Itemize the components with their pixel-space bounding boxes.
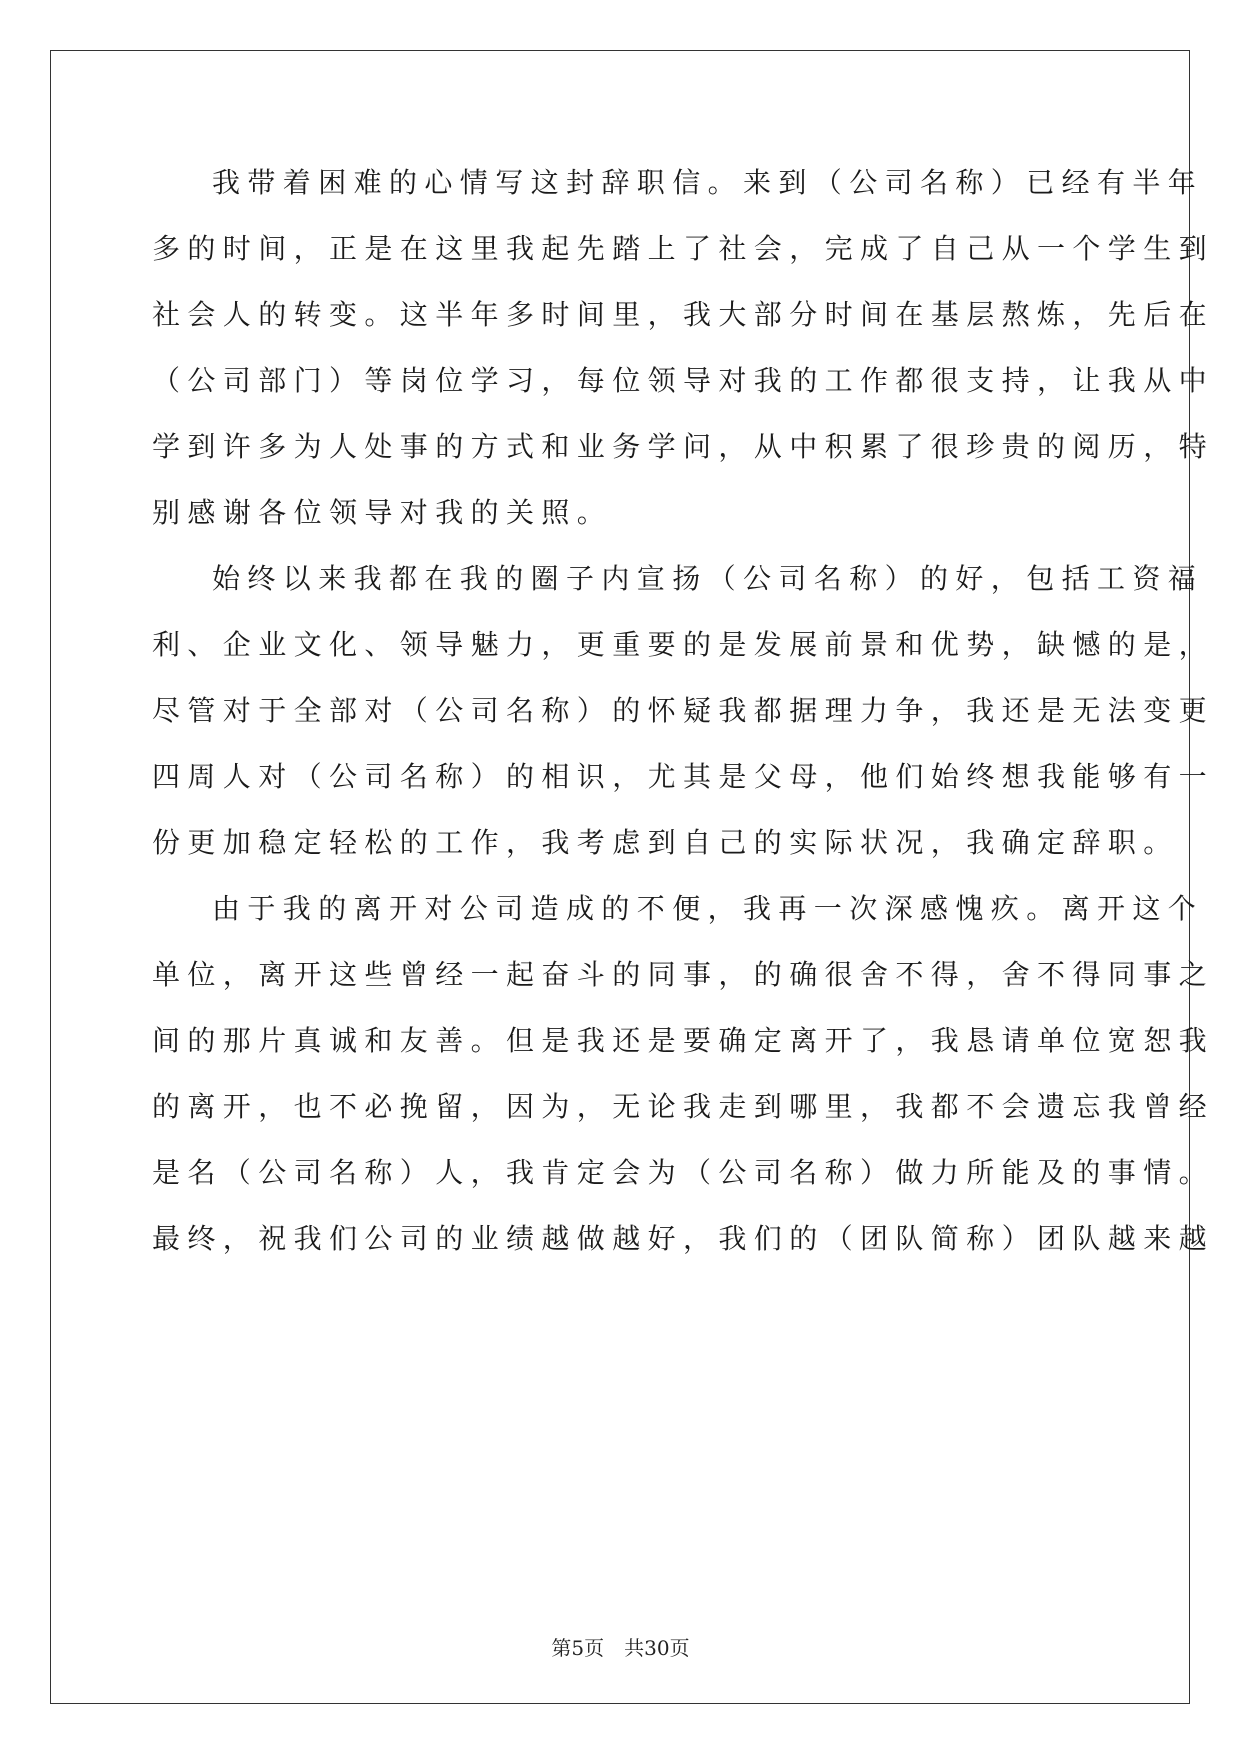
paragraph-1-line-3: 社会人的转变。这半年多时间里，我大部分时间在基层熬炼，先后在	[152, 298, 1215, 331]
paragraph-1-line-5: 学到许多为人处事的方式和业务学问，从中积累了很珍贵的阅历，特	[152, 430, 1215, 463]
paragraph-1-line-6: 别感谢各位领导对我的关照。	[152, 496, 613, 529]
paragraph-2-line-4: 四周人对（公司名称）的相识，尤其是父母，他们始终想我能够有一	[152, 760, 1215, 793]
paragraph-2-line-1: 始终以来我都在我的圈子内宣扬（公司名称）的好，包括工资福	[212, 562, 1204, 595]
paragraph-3-line-1: 由于我的离开对公司造成的不便，我再一次深感愧疚。离开这个	[212, 892, 1204, 925]
paragraph-3-line-6: 最终，祝我们公司的业绩越做越好，我们的（团队简称）团队越来越	[152, 1222, 1215, 1255]
page-footer	[0, 1632, 1241, 1661]
paragraph-2-line-3: 尽管对于全部对（公司名称）的怀疑我都据理力争，我还是无法变更	[152, 694, 1215, 727]
paragraph-3-line-2: 单位，离开这些曾经一起奋斗的同事，的确很舍不得，舍不得同事之	[152, 958, 1215, 991]
paragraph-3-line-5: 是名（公司名称）人，我肯定会为（公司名称）做力所能及的事情。	[152, 1156, 1215, 1189]
paragraph-1-line-2: 多的时间，正是在这里我起先踏上了社会，完成了自己从一个学生到	[152, 232, 1215, 265]
letter-body	[152, 150, 1215, 1272]
paragraph-3-line-4: 的离开，也不必挽留，因为，无论我走到哪里，我都不会遗忘我曾经	[152, 1090, 1215, 1123]
page-number-label: 第5页 共30页	[551, 1636, 690, 1660]
paragraph-1-line-4: （公司部门）等岗位学习，每位领导对我的工作都很支持，让我从中	[152, 364, 1215, 397]
paragraph-2-line-2: 利、企业文化、领导魅力，更重要的是发展前景和优势，缺憾的是，	[152, 628, 1215, 661]
paragraph-2-line-5: 份更加稳定轻松的工作，我考虑到自己的实际状况，我确定辞职。	[152, 826, 1179, 859]
paragraph-3-line-3: 间的那片真诚和友善。但是我还是要确定离开了，我恳请单位宽恕我	[152, 1024, 1215, 1057]
paragraph-1-line-1: 我带着困难的心情写这封辞职信。来到（公司名称）已经有半年	[212, 166, 1204, 199]
